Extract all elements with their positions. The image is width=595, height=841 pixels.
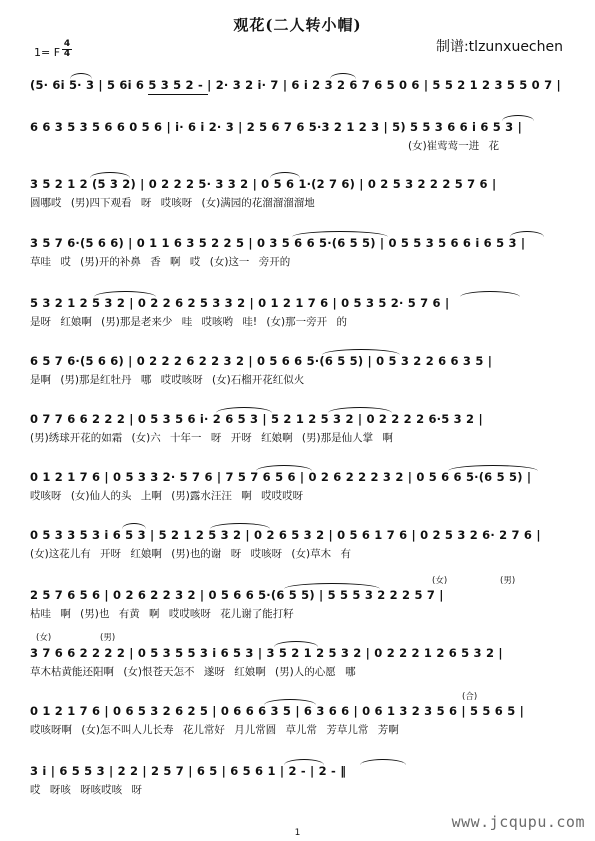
notation-line: 3 7 6 6 2 2 2 2 | 0 5 3 5 5 3 i 6 5 3 | 3 5 2 1 2 5 3 2 | 0 2 2 2 1 2 6 5 3 2 |	[30, 646, 503, 660]
meter-bottom: 4	[63, 49, 71, 59]
notation-line: 0 1 2 1 7 6 | 0 5 3 3 2· 5 7 6 | 7 5 7 6 5 6 | 0 2 6 2 2 2 3 2 | 0 5 6 6 5·(6 5 5) |	[30, 470, 532, 484]
slur-mark	[292, 231, 388, 237]
slur-mark	[360, 759, 406, 765]
song-title: 观花(二人转小帽)	[233, 16, 362, 34]
voice-mark-female: (女)	[432, 576, 448, 586]
beam-line	[148, 94, 208, 95]
notation-line: 0 1 2 1 7 6 | 0 6 5 3 2 6 2 5 | 0 6 6 6 3 5 | 6 3 6 6 | 0 6 1 3 2 3 5 6 | 5 5 6 5 |	[30, 704, 525, 718]
slur-mark	[448, 465, 538, 471]
slur-mark	[328, 407, 392, 413]
key-signature: 1= F	[34, 46, 61, 59]
score-system-7	[30, 412, 565, 462]
notation-line: 6 6 3 5 3 5 6 6 0 5 6 | i· 6 i 2· 3 | 2 5 6 7 6 5·3 2 1 2 3 | 5) 5 5 3 6 6 i 6 5 3 |	[30, 120, 522, 134]
slur-mark	[284, 583, 380, 589]
score-system-8	[30, 470, 565, 520]
score-system-5	[30, 296, 565, 346]
notation-line: 0 7 7 6 6 2 2 2 | 0 5 3 5 6 i· 2 6 5 3 | 5 2 1 2 5 3 2 | 0 2 2 2 2 6·5 3 2 |	[30, 412, 483, 426]
meter-top: 4	[63, 39, 71, 49]
time-signature	[62, 40, 72, 59]
transcriber-credit: 制谱:tlzunxuechen	[435, 39, 563, 55]
lyric-line: 枯哇 啊 (男)也 有黄 啊 哎哎咳呀 花儿谢了能打籽	[30, 608, 294, 620]
voice-mark-female: (女)	[36, 633, 52, 643]
score-system-6	[30, 354, 565, 404]
slur-mark	[460, 291, 520, 297]
slur-mark	[502, 115, 534, 121]
page-number: 1	[294, 828, 301, 838]
slur-mark	[322, 349, 400, 355]
score-system-4	[30, 236, 565, 286]
score-system-3	[30, 177, 565, 227]
notation-line: 0 5 3 3 5 3 i 6 5 3 | 5 2 1 2 5 3 2 | 0 2 6 5 3 2 | 0 5 6 1 7 6 | 0 2 5 3 2 6· 2 7 6 |	[30, 528, 541, 542]
score-system-11	[30, 633, 565, 696]
lyric-line: 圆哪哎 (男)四下观看 呀 哎咳呀 (女)满园的花溜溜溜溜地	[30, 197, 315, 209]
notation-line: 3 5 2 1 2 (5 3 2) | 0 2 2 2 5· 3 3 2 | 0 5 6 1·(2 7 6) | 0 2 5 3 2 2 2 5 7 6 |	[30, 177, 497, 191]
voice-mark-together: (合)	[462, 692, 478, 702]
lyric-line: 是啊 (男)那是红牡丹 哪 哎哎咳呀 (女)石榴开花红似火	[30, 374, 305, 386]
lyric-line: 哎 呀咳 呀咳哎咳 呀	[30, 784, 143, 796]
score-system-13	[30, 764, 565, 814]
score-system-2	[30, 120, 565, 170]
lyric-line: 草木枯黄能还阳啊 (女)恨苍天怎不 遂呀 红娘啊 (男)人的心愿 哪	[30, 666, 356, 678]
notation-line: 6 5 7 6·(5 6 6) | 0 2 2 2 6 2 2 3 2 | 0 5 6 6 5·(6 5 5) | 0 5 3 2 2 6 6 3 5 |	[30, 354, 493, 368]
slur-mark	[330, 73, 356, 79]
lyric-line: 哎咳呀 (女)仙人的头 上啊 (男)露水汪汪 啊 哎哎哎呀	[30, 490, 304, 502]
site-watermark: www.jcqupu.com	[451, 813, 585, 831]
slur-mark	[122, 523, 146, 529]
lyric-line: (女)崔莺莺一进 花	[408, 140, 500, 152]
slur-mark	[510, 231, 544, 237]
notation-line: 3 i | 6 5 5 3 | 2 2 | 2 5 7 | 6 5 | 6 5 6 1 | 2 - | 2 - ‖	[30, 764, 347, 778]
slur-mark	[210, 523, 270, 529]
lyric-line: 是呀 红娘啊 (男)那是老来少 哇 哎咳哟 哇! (女)那一旁开 的	[30, 316, 347, 328]
notation-line: (5· 6i 5· 3 | 5 6i 6 5 3 5 2 - | 2· 3 2 i· 7 | 6 i 2 3 2 6 7 6 5 0 6 | 5 5 2 1 2 3 5 5 0 7 |	[30, 78, 561, 92]
slur-mark	[70, 73, 92, 79]
lyric-line: 草哇 哎 (男)开的补鼻 香 啊 哎 (女)这一 旁开的	[30, 256, 291, 268]
slur-mark	[94, 291, 156, 297]
lyric-line: (女)这花儿有 开呀 红娘啊 (男)也的谢 呀 哎咳呀 (女)草木 有	[30, 548, 351, 560]
voice-mark-male: (男)	[500, 576, 516, 586]
lyric-line: (男)绣球开花的如霜 (女)六 十年一 呀 开呀 红娘啊 (男)那是仙人掌 啊	[30, 432, 393, 444]
slur-mark	[90, 172, 130, 178]
lyric-line: 哎咳呀啊 (女)怎不叫人儿长寿 花儿常好 月儿常圆 草儿常 芳草儿常 芳啊	[30, 724, 399, 736]
slur-mark	[284, 759, 324, 765]
score-system-9	[30, 528, 565, 578]
voice-mark-male: (男)	[100, 633, 116, 643]
score-system-12	[30, 692, 565, 754]
slur-mark	[256, 465, 312, 471]
slur-mark	[274, 641, 318, 647]
notation-line: 2 5 7 6 5 6 | 0 2 6 2 2 3 2 | 0 5 6 6 5·(6 5 5) | 5 5 5 3 2 2 2 5 7 |	[30, 588, 444, 602]
slur-mark	[264, 699, 316, 705]
slur-mark	[270, 172, 300, 178]
notation-line: 5 3 2 1 2 5 3 2 | 0 2 2 6 2 5 3 3 2 | 0 1 2 1 7 6 | 0 5 3 5 2· 5 7 6 |	[30, 296, 450, 310]
slur-mark	[216, 407, 272, 413]
notation-line: 3 5 7 6·(5 6 6) | 0 1 1 6 3 5 2 2 5 | 0 3 5 6 6 5·(6 5 5) | 0 5 5 3 5 6 6 i 6 5 3 |	[30, 236, 526, 250]
